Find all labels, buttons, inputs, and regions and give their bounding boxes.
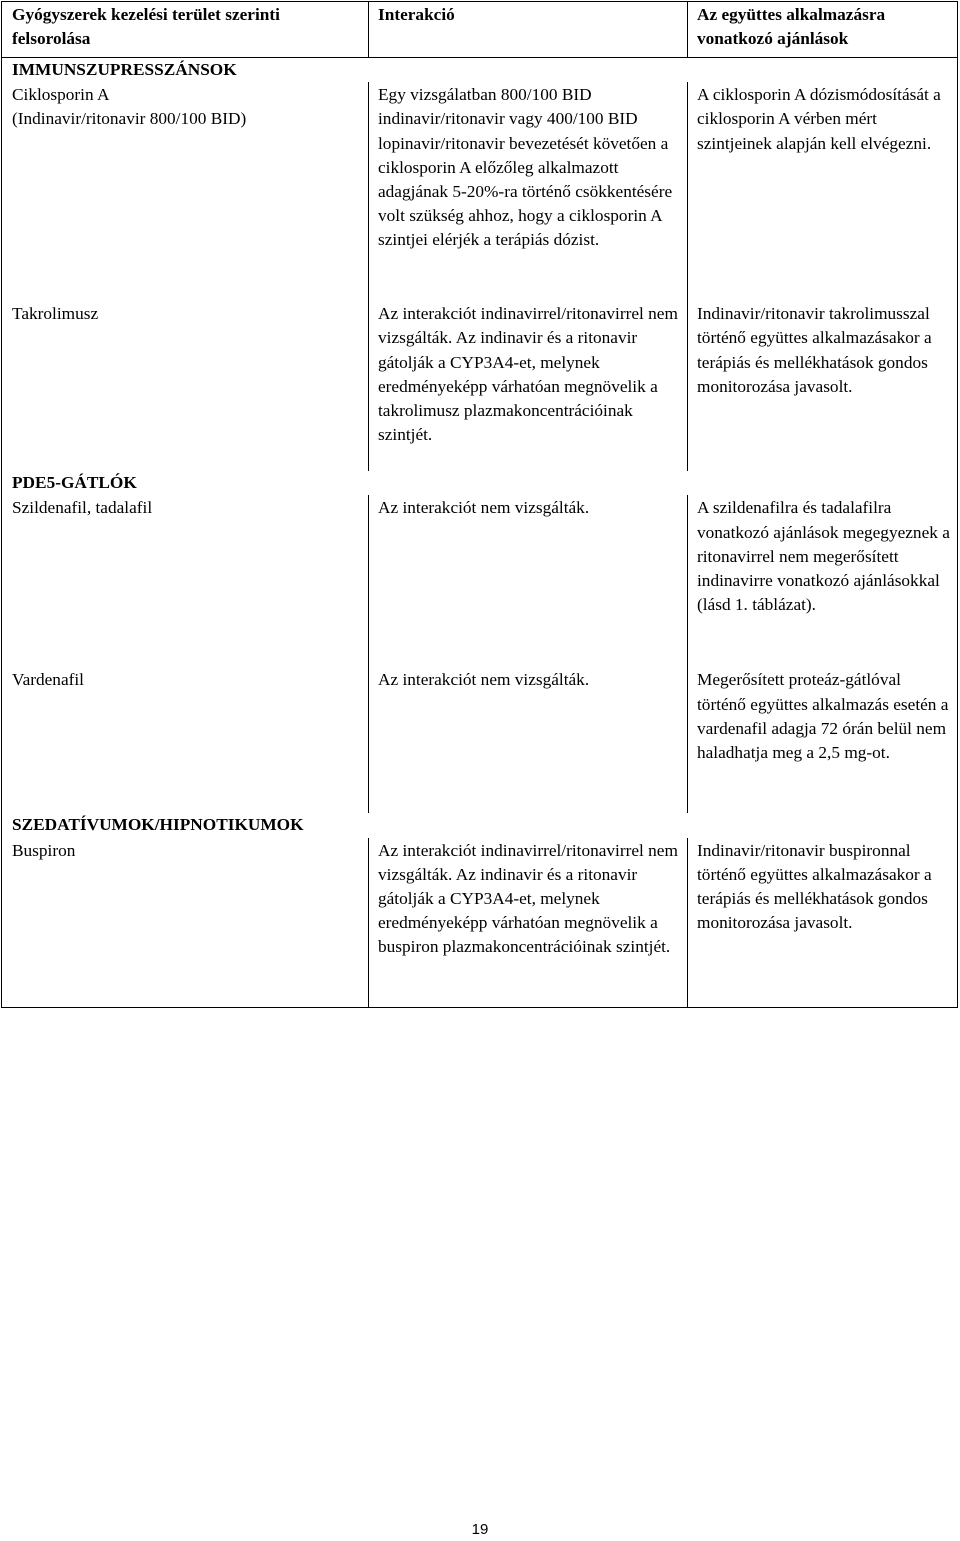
header-recommendation-column: Az együttes alkalmazásra vonatkozó ajánlások	[688, 2, 958, 58]
recommendation-cell: A ciklosporin A dózismódosítását a ciklosporin A vérben mért szintjeinek alapján kell elvégezni.	[688, 82, 958, 301]
section-row-sedatives-hypnotics	[2, 813, 958, 837]
interaction-cell: Az interakciót indinavirrel/ritonavirrel nem vizsgálták. Az indinavir és a ritonavir gátolják a CYP3A4-et, melynek eredményeképp várhatóan megnövelik a takrolimusz plazmakoncentrációinak szintjét.	[369, 301, 688, 471]
table-row	[2, 82, 958, 301]
table-row	[2, 495, 958, 667]
recommendation-cell: Indinavir/ritonavir buspironnal történő együttes alkalmazásakor a terápiás és mellékhatások gondos monitorozása javasolt.	[688, 838, 958, 1008]
header-drug-column: Gyógyszerek kezelési terület szerinti felsorolása	[2, 2, 369, 58]
interaction-cell: Az interakciót nem vizsgálták.	[369, 667, 688, 813]
table-header-row	[2, 2, 958, 58]
drug-cell: Szildenafil, tadalafil	[2, 495, 369, 667]
recommendation-cell: Indinavir/ritonavir takrolimusszal történő együttes alkalmazásakor a terápiás és mellékhatások gondos monitorozása javasolt.	[688, 301, 958, 471]
section-row-immunosuppressants	[2, 58, 958, 83]
interaction-cell: Egy vizsgálatban 800/100 BID indinavir/ritonavir vagy 400/100 BID lopinavir/ritonavir bevezetését követően a ciklosporin A előzőleg alkalmazott adagjának 5-20%-ra történő csökkentésére volt szükség ahhoz, hogy a ciklosporin A szintjei elérjék a terápiás dózist.	[369, 82, 688, 301]
drug-cell: Vardenafil	[2, 667, 369, 813]
drug-cell: Ciklosporin A (Indinavir/ritonavir 800/100 BID)	[2, 82, 369, 301]
drug-cell: Buspiron	[2, 838, 369, 1008]
drug-cell: Takrolimusz	[2, 301, 369, 471]
interaction-cell: Az interakciót nem vizsgálták.	[369, 495, 688, 667]
section-title: IMMUNSZUPRESSZÁNSOK	[2, 58, 958, 83]
section-title: PDE5-GÁTLÓK	[2, 471, 958, 495]
section-title: SZEDATÍVUMOK/HIPNOTIKUMOK	[2, 813, 958, 837]
table-row	[2, 301, 958, 471]
recommendation-cell: Megerősített proteáz-gátlóval történő együttes alkalmazás esetén a vardenafil adagja 72 órán belül nem haladhatja meg a 2,5 mg-ot.	[688, 667, 958, 813]
header-interaction-column: Interakció	[369, 2, 688, 58]
table-row	[2, 838, 958, 1008]
recommendation-cell: A szildenafilra és tadalafilra vonatkozó ajánlások megegyeznek a ritonavirrel nem megerősített indinavirre vonatkozó ajánlásokkal (lásd 1. táblázat).	[688, 495, 958, 667]
page-number: 19	[471, 1521, 489, 1538]
section-row-pde5-inhibitors	[2, 471, 958, 495]
interaction-cell: Az interakciót indinavirrel/ritonavirrel nem vizsgálták. Az indinavir és a ritonavir gátolják a CYP3A4-et, melynek eredményeképp várhatóan megnövelik a buspiron plazmakoncentrációinak szintjét.	[369, 838, 688, 1008]
interaction-table	[1, 1, 958, 1008]
table-row	[2, 667, 958, 813]
